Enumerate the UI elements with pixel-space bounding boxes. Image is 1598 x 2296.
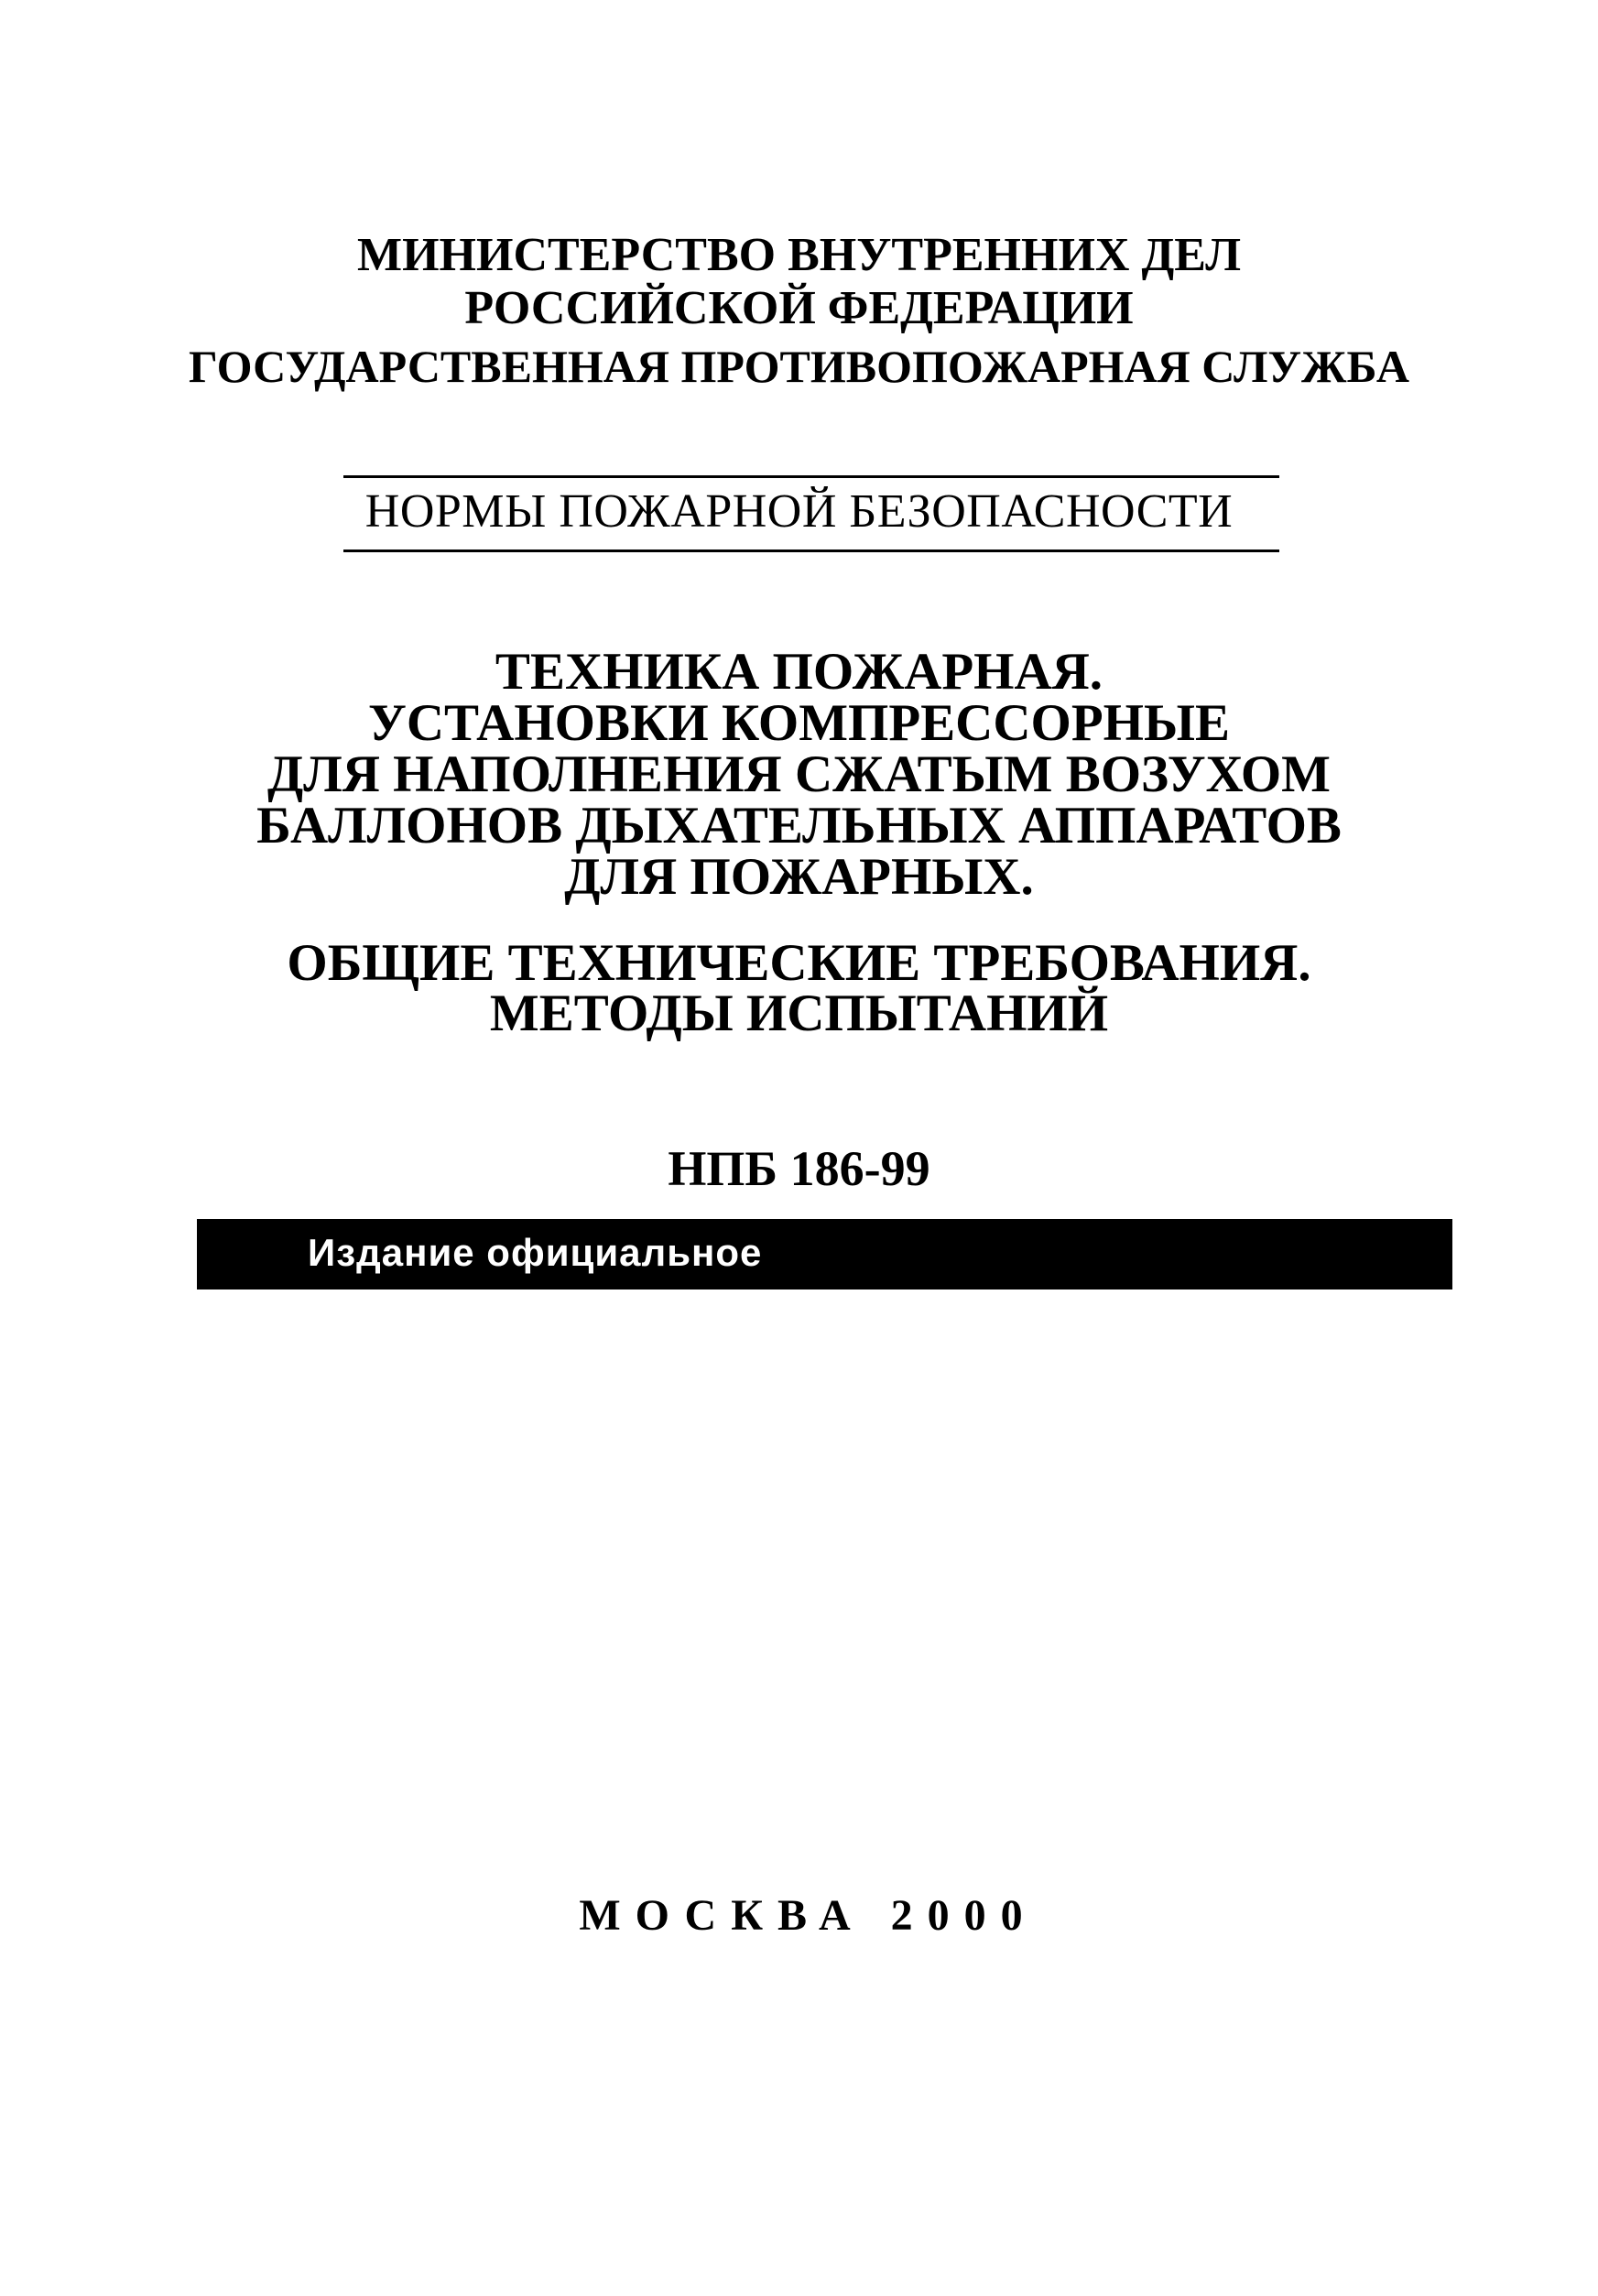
- document-code: НПБ 186-99: [668, 1141, 930, 1196]
- ministry-heading: [0, 229, 1598, 335]
- ministry-name-line-1: МИНИСТЕРСТВО ВНУТРЕННИХ ДЕЛ: [357, 229, 1241, 281]
- title-line: ДЛЯ ПОЖАРНЫХ.: [564, 848, 1034, 906]
- service-name: ГОСУДАРСТВЕННАЯ ПРОТИВОПОЖАРНАЯ СЛУЖБА: [189, 341, 1409, 392]
- subtitle-line: МЕТОДЫ ИСПЫТАНИЙ: [489, 985, 1109, 1042]
- document-title: [0, 643, 1598, 906]
- document-subtitle: [0, 934, 1598, 1042]
- title-line: ТЕХНИКА ПОЖАРНАЯ.: [495, 643, 1103, 701]
- subtitle-line: ОБЩИЕ ТЕХНИЧЕСКИЕ ТРЕБОВАНИЯ.: [287, 934, 1311, 992]
- edition-label: Издание официальное: [308, 1231, 763, 1274]
- title-line: БАЛЛОНОВ ДЫХАТЕЛЬНЫХ АППАРАТОВ: [256, 797, 1342, 854]
- bottom-divider: [343, 550, 1279, 552]
- city-year: МОСКВА 2000: [579, 1891, 1038, 1940]
- title-line: ДЛЯ НАПОЛНЕНИЯ СЖАТЫМ ВОЗУХОМ: [267, 745, 1331, 803]
- norms-heading: НОРМЫ ПОЖАРНОЙ БЕЗОПАСНОСТИ: [364, 485, 1234, 538]
- ministry-name-line-2: РОССИЙСКОЙ ФЕДЕРАЦИИ: [464, 282, 1134, 334]
- top-divider: [343, 475, 1279, 478]
- title-line: УСТАНОВКИ КОМПРЕССОРНЫЕ: [368, 694, 1230, 752]
